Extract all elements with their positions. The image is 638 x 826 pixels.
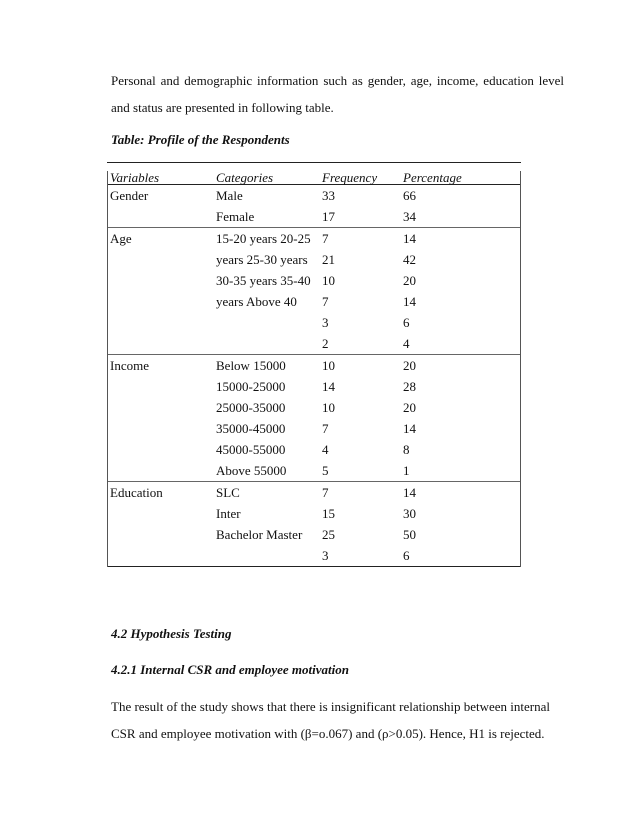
variable-name: Income [110, 358, 149, 373]
table-caption: Table: Profile of the Respondents [111, 132, 290, 147]
category-cell-line: years Above 40 [216, 294, 297, 309]
frequency-cell-line: 5 [322, 463, 329, 478]
percentage-cell-line: 14 [403, 231, 416, 246]
header-categories: Categories [216, 170, 274, 185]
percentage-cell-line: 30 [403, 506, 416, 521]
subsection-heading: 4.2.1 Internal CSR and employee motivation [111, 662, 349, 677]
percentage-cell-line: 14 [403, 485, 416, 500]
frequency-cell-line: 17 [322, 209, 335, 224]
category-cell [213, 355, 319, 482]
percentage-cell-line: 34 [403, 209, 416, 224]
frequency-cell-line: 21 [322, 252, 335, 267]
variable-cell [107, 185, 213, 228]
frequency-cell-line: 10 [322, 358, 335, 373]
table-row [107, 228, 521, 355]
category-cell-line: Bachelor Master [216, 527, 303, 542]
frequency-cell-line: 3 [322, 315, 329, 330]
percentage-cell [400, 185, 521, 228]
table-row [107, 185, 521, 228]
category-cell [213, 482, 319, 567]
percentage-cell-line: 6 [403, 315, 410, 330]
category-cell-line: 15000-25000 [216, 379, 286, 394]
percentage-cell-line: 14 [403, 294, 416, 309]
frequency-cell [319, 228, 400, 355]
frequency-cell-line: 14 [322, 379, 335, 394]
percentage-cell-line: 28 [403, 379, 416, 394]
percentage-cell [400, 228, 521, 355]
category-cell-line: Inter [216, 506, 241, 521]
table-row [107, 355, 521, 482]
category-cell-line: Below 15000 [216, 358, 286, 373]
percentage-cell [400, 482, 521, 567]
frequency-cell-line: 7 [322, 485, 329, 500]
percentage-cell-line: 50 [403, 527, 416, 542]
table-row [107, 482, 521, 567]
header-frequency: Frequency [322, 170, 378, 185]
frequency-cell [319, 185, 400, 228]
category-cell-line: 30-35 years 35-40 [216, 273, 311, 288]
frequency-cell-line: 10 [322, 273, 335, 288]
result-paragraph: The result of the study shows that there is insignificant relationship between internal CSR and employee motivation with (β=o.067) and (ρ>0.05). Hence, H1 is rejected. [111, 699, 551, 741]
frequency-cell-line: 3 [322, 548, 329, 563]
frequency-cell [319, 355, 400, 482]
variable-name: Age [110, 231, 132, 246]
category-cell-line: Above 55000 [216, 463, 287, 478]
frequency-cell-line: 10 [322, 400, 335, 415]
category-cell-line: SLC [216, 485, 240, 500]
percentage-cell-line: 4 [403, 336, 410, 351]
table-header-row [107, 163, 521, 185]
variable-cell [107, 228, 213, 355]
variable-cell [107, 355, 213, 482]
percentage-cell-line: 42 [403, 252, 416, 267]
percentage-cell [400, 355, 521, 482]
category-cell [213, 185, 319, 228]
percentage-cell-line: 66 [403, 188, 416, 203]
frequency-cell-line: 7 [322, 294, 329, 309]
table-right-border [520, 171, 521, 567]
percentage-cell-line: 6 [403, 548, 410, 563]
category-cell-line: 25000-35000 [216, 400, 286, 415]
category-cell-line: 15-20 years 20-25 [216, 231, 311, 246]
frequency-cell-line: 4 [322, 442, 329, 457]
percentage-cell-line: 8 [403, 442, 410, 457]
section-heading: 4.2 Hypothesis Testing [111, 626, 232, 641]
frequency-cell-line: 15 [322, 506, 335, 521]
frequency-cell-line: 7 [322, 421, 329, 436]
category-cell-line: 35000-45000 [216, 421, 286, 436]
variable-name: Gender [110, 188, 149, 203]
variable-name: Education [110, 485, 163, 500]
category-cell-line: 45000-55000 [216, 442, 286, 457]
frequency-cell-line: 25 [322, 527, 335, 542]
percentage-cell-line: 20 [403, 400, 416, 415]
intro-paragraph: Personal and demographic information such as gender, age, income, education level and status are presented in following table. [111, 73, 564, 115]
category-cell-line: Female [216, 209, 255, 224]
frequency-cell-line: 33 [322, 188, 335, 203]
frequency-cell-line: 2 [322, 336, 329, 351]
category-cell-line: Male [216, 188, 243, 203]
header-percentage: Percentage [403, 170, 462, 185]
header-variables: Variables [110, 170, 160, 185]
variable-cell [107, 482, 213, 567]
category-cell [213, 228, 319, 355]
respondents-profile-table [107, 162, 521, 567]
category-cell-line: years 25-30 years [216, 252, 308, 267]
percentage-cell-line: 1 [403, 463, 410, 478]
percentage-cell-line: 14 [403, 421, 416, 436]
percentage-cell-line: 20 [403, 273, 416, 288]
frequency-cell [319, 482, 400, 567]
frequency-cell-line: 7 [322, 231, 329, 246]
table-left-border [107, 171, 108, 567]
percentage-cell-line: 20 [403, 358, 416, 373]
